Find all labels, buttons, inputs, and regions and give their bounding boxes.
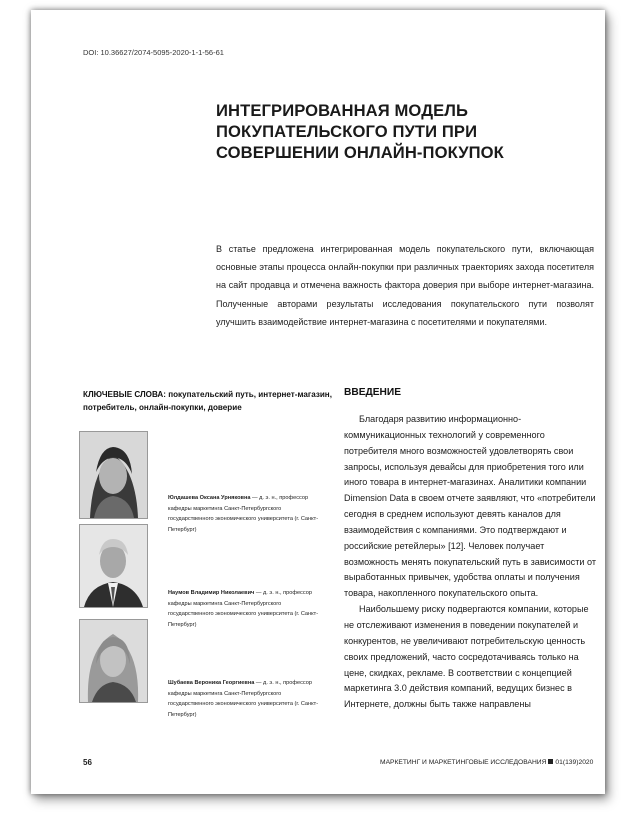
- author-name-1: Юлдашева Оксана Урняковна: [168, 495, 251, 501]
- author-photo-1: [79, 431, 148, 519]
- body-text: [344, 412, 598, 713]
- author-photo-2: [79, 524, 148, 608]
- journal-page: [31, 10, 605, 794]
- section-heading-introduction: ВВЕДЕНИЕ: [344, 387, 402, 398]
- abstract: В статье предложена интегрированная модель покупательского пути, включающая основные этапы процесса онлайн-покупки при различных траекториях захода посетителя на сайт продавца и отмечена важность фактора доверия при выборе интернет-магазина. Полученные авторами результаты исследования покупательского пути позволят улучшить взаимодействие интернет-магазина с посетителями и покупателями.: [216, 244, 594, 327]
- article-title: ИНТЕГРИРОВАННАЯ МОДЕЛЬ ПОКУПАТЕЛЬСКОГО ПУТИ ПРИ СОВЕРШЕНИИ ОНЛАЙН-ПОКУПОК: [216, 101, 504, 162]
- author-desc-2: — д. э. н., профессор кафедры маркетинга Санкт-Петербургского государственного экономического университета (г. Санкт-Петербург): [168, 590, 319, 628]
- journal-name: МАРКЕТИНГ И МАРКЕТИНГОВЫЕ ИССЛЕДОВАНИЯ: [380, 759, 547, 766]
- author-bio-2: [168, 588, 328, 630]
- author-name-3: Шубаева Вероника Георгиевна: [168, 680, 255, 686]
- author-desc-3: — д. э. н., профессор кафедры маркетинга Санкт-Петербургского государственного экономического университета (г. Санкт-Петербург): [168, 680, 319, 718]
- body-paragraph-1: Благодаря развитию информационно-коммуникационных технологий у современного потребителя много возможностей удовлетворять свои запросы, используя девайсы для приобретения того или иного товара в интернет-магазинах. Аналитики компании Dimension Data в своем отчете заявляют, что «потребители сегодня в среднем используют девять каналов для взаимодействия с компаниями. Это подтверждают и российские ретейлеры» [12]. Человек получает возможность менять покупательский путь в зависимости от выработанных привычек, удобства оплаты и получения товара, накопленного покупательского опыта.: [344, 414, 597, 599]
- separator-square-icon: [548, 759, 553, 764]
- author-name-2: Наумов Владимир Николаевич: [168, 590, 255, 596]
- doi-line: DOI: 10.36627/2074-5095-2020-1-1-56-61: [83, 48, 224, 57]
- journal-footer: [380, 759, 593, 766]
- author-photo-3: [79, 619, 148, 703]
- author-bio-1: [168, 493, 328, 535]
- author-desc-1: — д. э. н., профессор кафедры маркетинга Санкт-Петербургского государственного экономического университета (г. Санкт-Петербург): [168, 495, 319, 533]
- journal-issue: 01(139)2020: [555, 759, 594, 766]
- keywords: КЛЮЧЕВЫЕ СЛОВА: покупательский путь, интернет-магазин, потребитель, онлайн-покупки, доверие: [83, 390, 332, 412]
- page-number: 56: [83, 758, 92, 767]
- author-bio-3: [168, 678, 328, 720]
- body-paragraph-2: Наибольшему риску подвергаются компании, которые не отслеживают изменения в поведении покупателей и конкурентов, не увеличивают потребительскую ценность своих предложений, часто сосредотачиваясь только на цене, скидках, рекламе. В соответствии с концепцией маркетинга 3.0 действия компаний, ведущих бизнес в Интернете, должны быть также направлены: [344, 604, 589, 710]
